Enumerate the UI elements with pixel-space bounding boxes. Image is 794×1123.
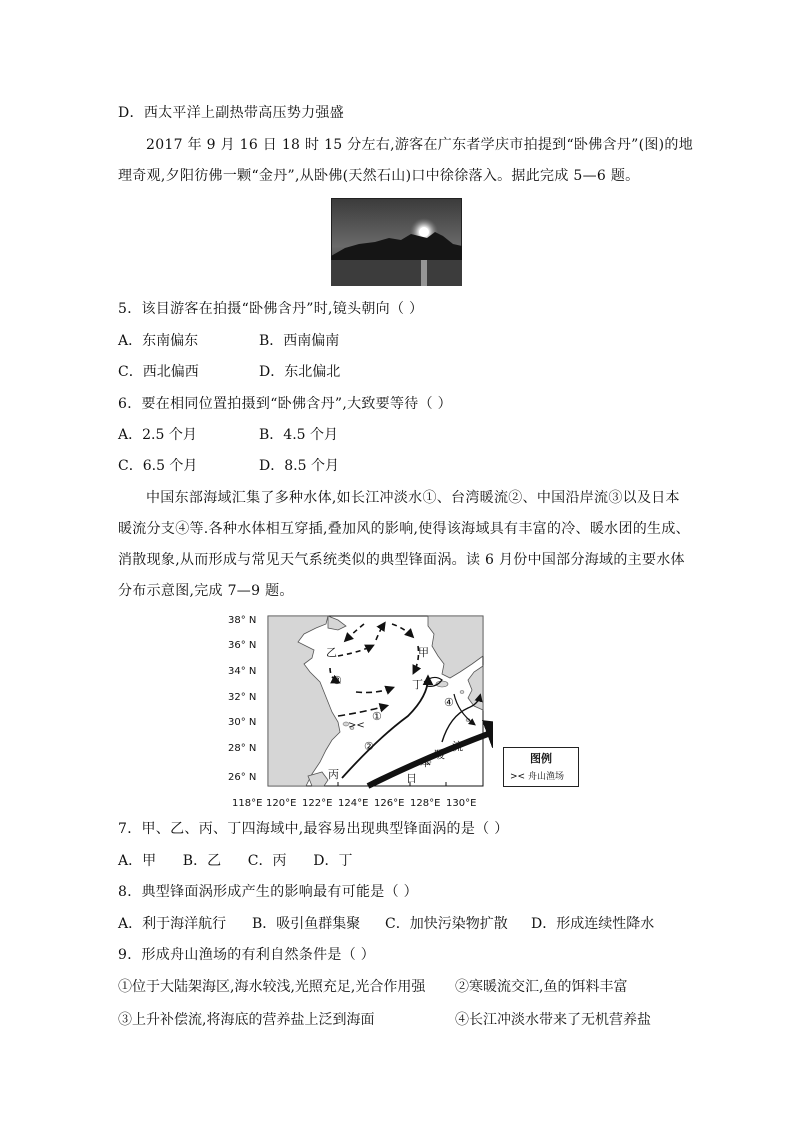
q8-stem: 8．典型锋面涡形成产生的影响最有可能是（ ） — [118, 884, 418, 900]
label-nuan: 暖 — [434, 748, 445, 761]
q5-option-d: D．东北偏北 — [259, 364, 341, 380]
lon-label-122: 122°E — [302, 798, 333, 809]
q6-option-c: C．6.5 个月 — [118, 458, 198, 474]
lat-label-38: 38° N — [228, 615, 257, 626]
lon-label-130: 130°E — [446, 798, 477, 809]
label-mark2: ② — [364, 740, 374, 753]
legend-item-label: 舟山渔场 — [527, 772, 564, 782]
q8-option-d: D．形成连续性降水 — [531, 916, 655, 932]
q9-choice-1: ①位于大陆架海区,海水较浅,光照充足,光合作用强 — [118, 979, 426, 995]
label-mark3: ③ — [332, 674, 342, 687]
q6-stem: 6．要在相同位置拍摄到“卧佛含丹”,大致要等待（ ） — [118, 396, 452, 412]
label-bing: 丙 — [328, 768, 339, 781]
label-yi: 乙 — [326, 646, 337, 659]
q7-stem: 7．甲、乙、丙、丁四海域中,最容易出现典型锋面涡的是（ ） — [118, 821, 509, 837]
map-legend — [503, 747, 579, 787]
lat-label-36: 36° N — [228, 640, 257, 651]
lon-label-118: 118°E — [232, 798, 263, 809]
intro2-line3: 消散现象,从而形成与常见天气系统类似的典型锋面涡。读 6 月份中国部分海域的主要水体 — [118, 552, 685, 568]
label-ri: 日 — [406, 772, 417, 785]
q5-stem: 5．该目游客在拍摄“卧佛含丹”时,镜头朝向（ ） — [118, 301, 424, 317]
lon-label-120: 120°E — [266, 798, 297, 809]
intro1-line2: 理奇观,夕阳彷佛一颗“金丹”,从卧佛(天然石山)口中徐徐落入。据此完成 5—6 题。 — [118, 168, 640, 184]
q9-choice-2: ②寒暖流交汇,鱼的饵料丰富 — [455, 979, 628, 995]
q6-option-d: D．8.5 个月 — [259, 458, 339, 474]
intro2-line4: 分布示意图,完成 7—9 题。 — [118, 583, 294, 599]
q9-choice-4: ④长江冲淡水带来了无机营养盐 — [455, 1012, 651, 1028]
q8-option-c: C．加快污染物扩散 — [385, 916, 508, 932]
q4-option-d: D．西太平洋上副热带高压势力强盛 — [118, 105, 345, 121]
q5-option-a: A．东南偏东 — [118, 333, 199, 349]
label-ding: 丁 — [412, 678, 423, 691]
lon-label-124: 124°E — [338, 798, 369, 809]
q9-choice-3: ③上升补偿流,将海底的营养盐上泛到海面 — [118, 1012, 375, 1028]
sea-current-map — [228, 612, 493, 810]
intro2-line1: 中国东部海域汇集了多种水体,如长江冲淡水①、台湾暖流②、中国沿岸流③以及日本 — [146, 490, 680, 506]
q7-options: A．甲 B．乙 C．丙 D．丁 — [118, 853, 353, 869]
sunset-photo — [331, 198, 462, 286]
legend-item — [510, 769, 564, 782]
lat-label-26: 26° N — [228, 772, 257, 783]
lat-label-34: 34° N — [228, 666, 257, 677]
q6-option-b: B．4.5 个月 — [259, 427, 339, 443]
legend-title: 图例 — [530, 752, 552, 765]
label-mark1: ① — [372, 710, 382, 723]
lon-label-126: 126°E — [374, 798, 405, 809]
q5-option-c: C．西北偏西 — [118, 364, 199, 380]
legend-fish-icon: >< — [510, 772, 526, 782]
lon-label-128: 128°E — [410, 798, 441, 809]
q5-option-b: B．西南偏南 — [259, 333, 340, 349]
lat-label-28: 28° N — [228, 743, 257, 754]
intro1-line1: 2017 年 9 月 16 日 18 时 15 分左右,游客在广东者学庆市拍提到“卧佛含丹”(图)的地 — [146, 137, 694, 153]
q8-option-b: B．吸引鱼群集聚 — [252, 916, 361, 932]
label-mark4: ④ — [444, 696, 454, 709]
label-liu: 流 — [452, 740, 463, 753]
lat-label-30: 30° N — [228, 717, 257, 728]
q6-option-a: A．2.5 个月 — [118, 427, 197, 443]
lat-label-32: 32° N — [228, 692, 257, 703]
label-ben: 本 — [420, 756, 431, 769]
q8-option-a: A．利于海洋航行 — [118, 916, 227, 932]
q9-stem: 9．形成舟山渔场的有利自然条件是（ ） — [118, 947, 376, 963]
label-jia: 甲 — [418, 646, 429, 659]
fish-icon: >< — [348, 720, 365, 731]
intro2-line2: 暖流分支④等.各种水体相互穿插,叠加风的影响,使得该海域具有丰富的冷、暖水团的生成、 — [118, 521, 690, 537]
